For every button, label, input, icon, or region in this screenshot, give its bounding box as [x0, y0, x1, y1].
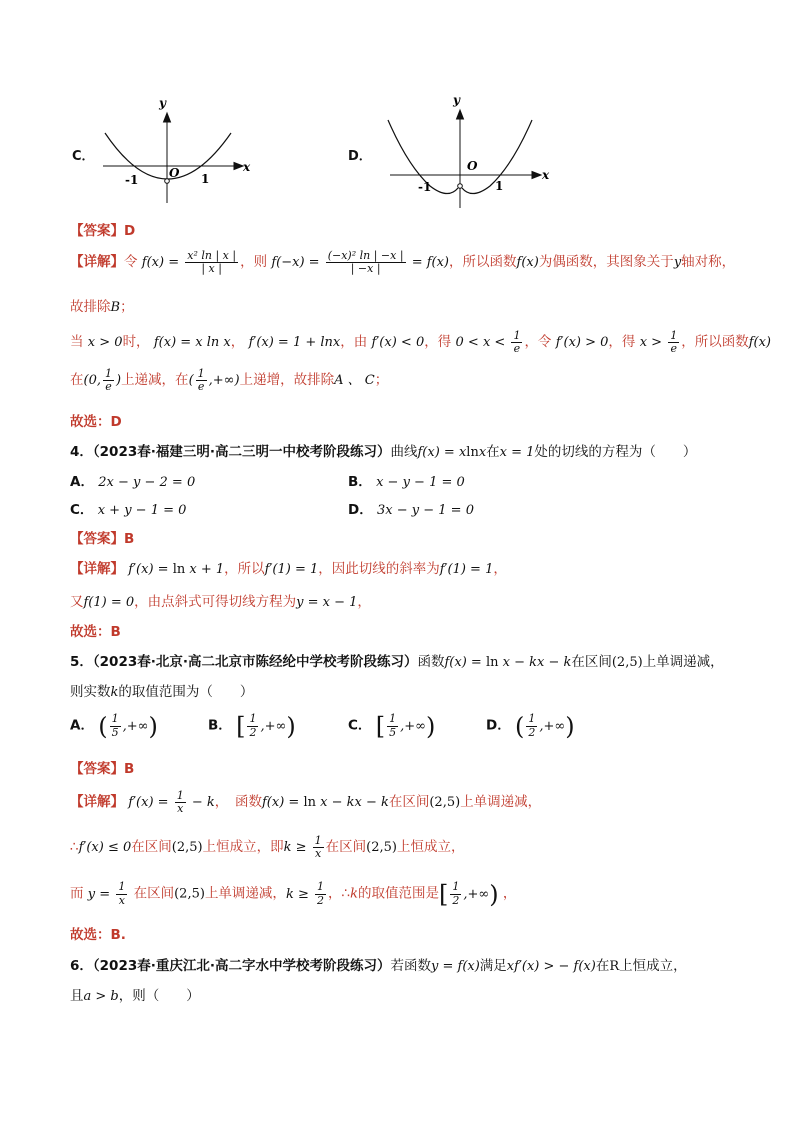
q5-select: 故选：B. — [70, 927, 126, 943]
graph-c-origin: O — [169, 166, 180, 180]
q3-detail-line4: 在(0, $\frac{1}{e}$ )上递减，在( $\frac{1}{e}$ ,+∞)上递增，故排除A 、 C； — [70, 367, 389, 394]
q5-option-b[interactable]: B． [ $\frac{1}{2}$ ,+∞) — [208, 712, 296, 740]
option-d-label: D． — [348, 149, 372, 164]
q4-detail-line1: 【详解】 f′(x) = ln x + 1，所以f′(1) = 1，因此切线的斜率为f′(1) = 1， — [70, 561, 507, 577]
graph-c — [95, 95, 255, 205]
q4-option-c[interactable]: C． x + y − 1 = 0 — [70, 502, 187, 518]
graph-d-origin: O — [467, 159, 478, 173]
q4-option-a[interactable]: A． 2x − y − 2 = 0 — [70, 474, 196, 490]
q5-stem: 5．（2023春·北京·高二北京市陈经纶中学校考阶段练习）函数f(x) = ln x − kx − k在区间(2,5)上单调递减， — [70, 654, 724, 670]
q5-answer: 【答案】B — [70, 761, 135, 777]
q3-answer: 【答案】D — [70, 223, 136, 239]
graph-d-tick-pos: 1 — [495, 179, 504, 193]
graph-c-x-label: x — [243, 160, 251, 174]
graph-c-tick-pos: 1 — [201, 172, 210, 186]
q5-detail-line1: 【详解】 f′(x) = $\frac{1}{x}$ − k， 函数f(x) = ln x − kx − k在区间(2,5)上单调递减， — [70, 789, 542, 816]
q5-option-c[interactable]: C． [ $\frac{1}{5}$ ,+∞) — [348, 712, 436, 740]
graph-d-open-point — [458, 184, 463, 189]
graph-d-x-label: x — [542, 168, 550, 182]
q3-detail-line2: 故排除B； — [70, 299, 134, 315]
q5-option-a[interactable]: A． ( $\frac{1}{5}$ ,+∞) — [70, 712, 158, 740]
q4-detail-line2: 又f(1) = 0，由点斜式可得切线方程为y = x − 1， — [70, 594, 371, 610]
q4-select: 故选：B — [70, 624, 121, 640]
option-c-label: C． — [72, 149, 95, 164]
graph-d-tick-neg: -1 — [418, 180, 432, 194]
graph-c-curve — [105, 133, 231, 179]
q5-detail-line2: ∴f′(x) ≤ 0在区间(2,5)上恒成立，即k ≥ $\frac{1}{x}$ 在区间(2,5)上恒成立， — [70, 834, 465, 861]
q4-answer: 【答案】B — [70, 531, 135, 547]
q4-stem: 4．（2023春·福建三明·高二三明一中校考阶段练习）曲线f(x) = xlnx在x = 1处的切线的方程为（ ） — [70, 444, 697, 460]
q3-select: 故选：D — [70, 414, 122, 430]
q5-option-d[interactable]: D． ( $\frac{1}{2}$ ,+∞) — [486, 712, 575, 740]
q4-option-b[interactable]: B． x − y − 1 = 0 — [348, 474, 465, 490]
graph-d-y-label: y — [453, 93, 460, 107]
q5-detail-line3: 而 y = $\frac{1}{x}$ 在区间(2,5)上单调递减，k ≥ $\frac{1}{2}$ ，∴k的取值范围是[ $\frac{1}{2}$ ,+∞) ， — [70, 880, 517, 908]
q4-option-d[interactable]: D． 3x − y − 1 = 0 — [348, 502, 474, 518]
q6-stem-line2: 且a > b，则（ ） — [70, 988, 200, 1004]
graph-c-axes — [103, 113, 243, 203]
q6-stem: 6．（2023春·重庆江北·高二字水中学校考阶段练习）若函数y = f(x)满足xf′(x) > − f(x)在R上恒成立， — [70, 958, 687, 974]
q3-detail-line1: 【详解】令 f(x) = $\frac{\text{x² ln | x |}}{| x |}$ ，则 f(−x) = $\frac{\text{(−x)² ln | −x |}}{| -x |}$ = f(x)，所以函数f(x)为偶函数，其图象关于y轴对称， — [70, 249, 736, 276]
q5-stem-line2: 则实数k的取值范围为（ ） — [70, 684, 254, 700]
graph-c-tick-neg: -1 — [125, 173, 139, 187]
graph-d — [380, 90, 555, 215]
graph-d-axes — [390, 110, 541, 208]
q3-detail-line3: 当 x > 0时， f(x) = x ln x， f′(x) = 1 + lnx，由 f′(x) < 0，得 0 < x < $\frac{1}{e}$ ，令 f′(x) > 0，得 x > $\frac{1}{e}$ ，所以函数f(x) — [70, 329, 771, 356]
graph-c-y-label: y — [159, 96, 166, 110]
